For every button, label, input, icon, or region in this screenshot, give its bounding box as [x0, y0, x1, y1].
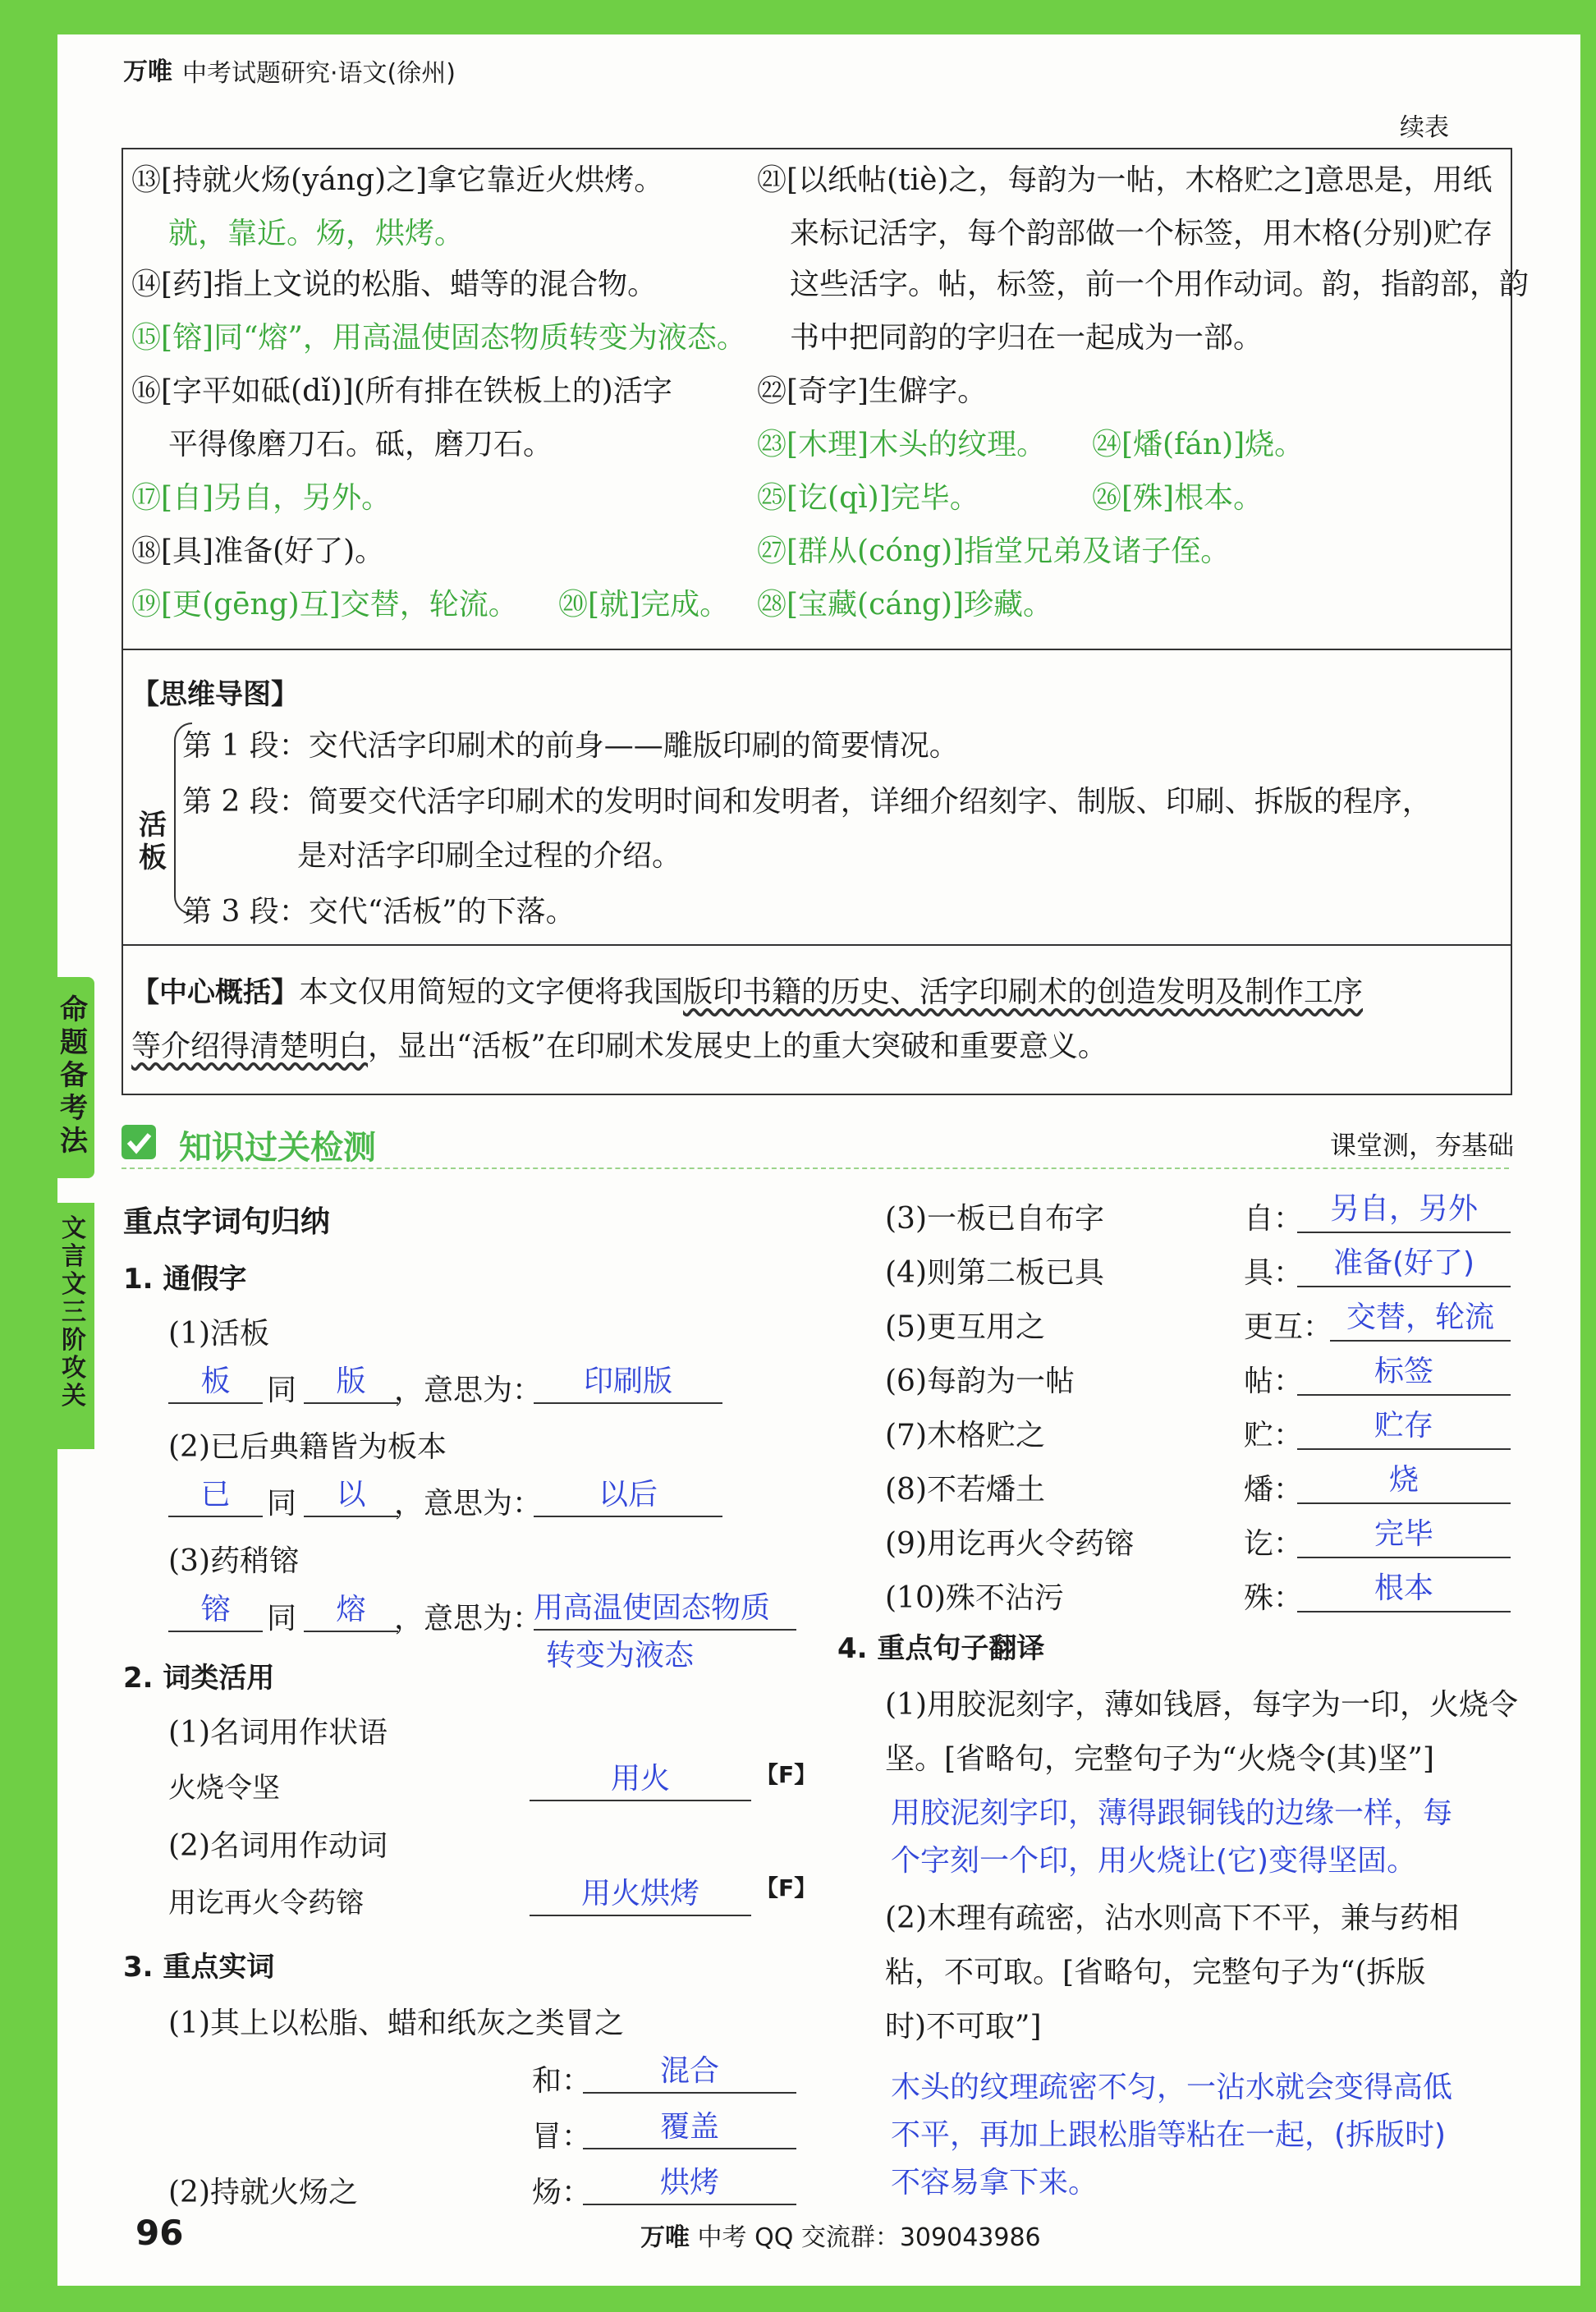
note-13: ⑬[持就火炀(yáng)之]拿它靠近火烘烤。: [131, 163, 664, 197]
footer-text: [640, 2217, 1041, 2253]
blank-line: [1297, 1611, 1511, 1612]
footer-qq: 中考 QQ 交流群：309043986: [697, 2223, 1041, 2252]
section-4-heading: 4. 重点句子翻译: [837, 1632, 1045, 1665]
translation-2-answer-2: 不平，再加上跟松脂等粘在一起，(拆版时): [891, 2118, 1447, 2152]
blank-line: [583, 2148, 796, 2149]
mindmap-para-2: 第 2 段：简要交代活字印刷术的发明时间和发明者，详细介绍刻字、制版、印刷、拆版的程序，: [182, 785, 1432, 819]
summary-label: 【中心概括】: [131, 976, 299, 1009]
usage-1-answer: 用火: [610, 1762, 670, 1796]
same-label: 同: [267, 1374, 297, 1407]
word-7-label: 贮：: [1244, 1419, 1304, 1452]
word-6-label: 帖：: [1244, 1365, 1304, 1398]
blank-line: [583, 2092, 796, 2094]
word-1b-answer: 覆盖: [659, 2110, 719, 2144]
blank-line: [1297, 1286, 1511, 1287]
side-tab-2-text: 文言文三阶攻关: [62, 1214, 86, 1411]
word-5: (5)更互用之: [885, 1310, 1045, 1344]
note-16-cont: 平得像磨刀石。砥，磨刀石。: [168, 428, 553, 461]
item-2: (2)已后典籍皆为板本: [168, 1430, 447, 1464]
item-1-meaning: 印刷版: [583, 1365, 672, 1398]
word-7-answer: 贮存: [1374, 1409, 1433, 1443]
mindmap-para-1: 第 1 段：交代活字印刷术的前身——雕版印刷的简要情况。: [182, 729, 959, 763]
side-tab-1-text: 命题备考法: [60, 993, 88, 1158]
word-10-answer: 根本: [1374, 1571, 1433, 1605]
f-tag: 【F】: [755, 1874, 818, 1901]
word-5-answer: 交替，轮流: [1346, 1300, 1494, 1334]
note-25: ㉕[讫(qì)]完毕。: [757, 481, 979, 515]
blank-line: [583, 2204, 796, 2205]
note-21-cont: 来标记活字，每个韵部做一个标签，用木格(分别)贮存: [790, 217, 1493, 250]
item-3-meaning-1: 用高温使固态物质: [534, 1591, 771, 1625]
note-21-cont2: 这些活字。帖，标签，前一个用作动词。韵，指韵部，韵: [790, 268, 1530, 301]
book-title: 中考试题研究·语文(徐州): [182, 59, 456, 88]
note-28: ㉘[宝藏(cáng)]珍藏。: [757, 588, 1053, 622]
same-label: 同: [267, 1487, 297, 1521]
summary-line-1: [131, 969, 1363, 1011]
note-14: ⑭[药]指上文说的松脂、蜡等的混合物。: [131, 268, 658, 301]
translation-1-answer-2: 个字刻一个印，用火烧让(它)变得坚固。: [891, 1844, 1417, 1878]
blank-line: [1330, 1340, 1511, 1342]
word-8: (8)不若燔土: [885, 1473, 1045, 1507]
continued-label: 续表: [1400, 113, 1449, 142]
summary-wavy-2: 等介绍得清楚明白: [131, 1030, 369, 1063]
note-21: ㉑[以纸帖(tiè)之，每韵为一帖，木格贮之]意思是，用纸: [757, 163, 1493, 197]
usage-2-answer: 用火烘烤: [580, 1877, 699, 1911]
check-icon: [122, 1125, 156, 1159]
section-tag: 课堂测，夯基础: [1330, 1130, 1515, 1161]
word-4-answer: 准备(好了): [1332, 1246, 1475, 1280]
usage-2: (2)名词用作动词: [168, 1829, 388, 1863]
translation-2-answer-1: 木头的纹理疏密不匀，一沾水就会变得高低: [891, 2071, 1453, 2104]
mindmap-para-2-cont: 是对活字印刷全过程的介绍。: [297, 839, 682, 873]
word-1b-label: 冒：: [532, 2120, 592, 2154]
mindmap-para-3: 第 3 段：交代“活板”的下落。: [182, 895, 576, 929]
note-19: ⑲[更(gēng)互]交替，轮流。: [131, 588, 518, 622]
blank-line: [304, 1631, 398, 1632]
word-9: (9)用讫再火令药镕: [885, 1527, 1134, 1561]
word-8-label: 燔：: [1244, 1473, 1304, 1507]
blank-line: [530, 1915, 751, 1916]
blank-line: [168, 1631, 263, 1632]
blank-line: [530, 1800, 751, 1801]
translation-2-cont2: 时)不可取”]: [885, 2010, 1042, 2044]
item-2-meaning: 以后: [598, 1478, 658, 1512]
brand-logo: 万唯: [123, 57, 172, 86]
translation-2-answer-3: 不容易拿下来。: [891, 2166, 1098, 2200]
blank-line: [1297, 1448, 1511, 1450]
summary-wavy-1: 版印书籍的历史、活字印刷术的创造发明及制作工序: [683, 975, 1364, 1009]
word-5-label: 更互：: [1244, 1310, 1333, 1344]
word-3-label: 自：: [1244, 1202, 1304, 1236]
blank-line: [534, 1402, 722, 1404]
item-3: (3)药稍镕: [168, 1544, 299, 1578]
translation-1-answer-1: 用胶泥刻字印，薄得跟铜钱的边缘一样，每: [891, 1796, 1453, 1830]
summary-pre: 本文仅用简短的文字便将我国: [299, 975, 684, 1009]
summary-post: ，显出“活板”在印刷术发展史上的重大突破和重要意义。: [368, 1030, 1108, 1063]
item-1-same: 版: [336, 1365, 366, 1398]
word-10: (10)殊不沾污: [885, 1581, 1064, 1615]
footer-brand: 万唯: [640, 2223, 690, 2252]
same-label: 同: [267, 1602, 297, 1635]
translation-1-cont: 坚。[省略句，完整句子为“火烧令(其)坚”]: [885, 1742, 1434, 1776]
translation-1: (1)用胶泥刻字，薄如钱唇，每字为一印，火烧令: [885, 1688, 1518, 1722]
page-number: 96: [135, 2213, 184, 2253]
divider: [122, 649, 1511, 650]
usage-1: (1)名词用作状语: [168, 1716, 388, 1750]
note-23: ㉓[木理]木头的纹理。: [757, 428, 1047, 461]
blank-line: [168, 1516, 263, 1517]
word-9-answer: 完毕: [1374, 1517, 1433, 1551]
word-10-label: 殊：: [1244, 1581, 1304, 1615]
blank-line: [1297, 1394, 1511, 1396]
item-1: (1)活板: [168, 1317, 269, 1351]
note-24: ㉔[燔(fán)]烧。: [1092, 428, 1305, 461]
note-21-cont3: 书中把同韵的字归在一起成为一部。: [790, 321, 1264, 355]
word-6-answer: 标签: [1374, 1355, 1433, 1388]
blank-line: [168, 1402, 263, 1404]
blank-line: [1297, 1502, 1511, 1504]
note-13-explain: 就，靠近。炀，烘烤。: [168, 217, 465, 250]
item-2-same: 以: [336, 1478, 366, 1512]
word-4: (4)则第二板已具: [885, 1256, 1104, 1290]
word-7: (7)木格贮之: [885, 1419, 1045, 1452]
divider: [122, 944, 1511, 946]
blank-line: [534, 1516, 722, 1517]
word-3: (3)一板已自布字: [885, 1202, 1104, 1236]
f-tag: 【F】: [755, 1761, 818, 1788]
note-15: ⑮[镕]同“熔”，用高温使固态物质转变为液态。: [131, 321, 746, 355]
item-2-char: 已: [200, 1478, 231, 1512]
section-title: 知识过关检测: [179, 1129, 376, 1167]
note-26: ㉖[殊]根本。: [1092, 481, 1264, 515]
summary-line-2: [131, 1023, 1108, 1065]
note-20: ⑳[就]完成。: [558, 588, 730, 622]
blank-line: [1297, 1232, 1511, 1233]
note-18: ⑱[具]准备(好了)。: [131, 534, 385, 568]
word-9-label: 讫：: [1244, 1527, 1304, 1561]
item-3-char: 镕: [200, 1593, 231, 1626]
word-8-answer: 烧: [1388, 1463, 1419, 1497]
usage-1-sentence: 火烧令坚: [168, 1772, 280, 1805]
meaning-label: ，意思为：: [394, 1487, 543, 1521]
section-2-heading: 2. 词类活用: [123, 1662, 275, 1695]
word-1: (1)其上以松脂、蜡和纸灰之类冒之: [168, 2007, 624, 2040]
item-3-meaning-2: 转变为液态: [546, 1639, 695, 1672]
mindmap-root: 活板: [139, 809, 167, 874]
section-1-heading: 1. 通假字: [123, 1263, 247, 1296]
blank-line: [304, 1516, 398, 1517]
item-3-same: 熔: [336, 1593, 366, 1626]
word-3-answer: 另自，另外: [1329, 1192, 1478, 1226]
usage-2-sentence: 用讫再火令药镕: [168, 1887, 364, 1920]
blank-line: [1297, 1557, 1511, 1558]
word-2-label: 炀：: [532, 2176, 592, 2209]
note-16: ⑯[字平如砥(dǐ)](所有排在铁板上的)活字: [131, 374, 672, 408]
meaning-label: ，意思为：: [394, 1374, 543, 1407]
word-1a-label: 和：: [532, 2064, 592, 2098]
note-22: ㉒[奇字]生僻字。: [757, 374, 988, 408]
section-3-heading: 3. 重点实词: [123, 1951, 275, 1984]
mindmap-label: 【思维导图】: [131, 678, 299, 711]
note-17: ⑰[自]另自，另外。: [131, 481, 392, 515]
section-divider: [122, 1167, 1509, 1169]
word-2-answer: 烘烤: [659, 2166, 719, 2200]
word-1a-answer: 混合: [659, 2054, 719, 2088]
translation-2: (2)木理有疏密，沾水则高下不平，兼与药相: [885, 1901, 1459, 1935]
meaning-label: ，意思为：: [394, 1602, 543, 1635]
word-6: (6)每韵为一帖: [885, 1365, 1075, 1398]
item-1-char: 板: [200, 1365, 231, 1398]
word-2: (2)持就火炀之: [168, 2176, 358, 2209]
note-27: ㉗[群从(cóng)]指堂兄弟及诸子侄。: [757, 534, 1231, 568]
translation-2-cont: 粘，不可取。[省略句，完整句子为“(拆版: [885, 1956, 1426, 1989]
blank-line: [304, 1402, 398, 1404]
left-heading: 重点字词句归纳: [123, 1205, 331, 1239]
blank-line: [534, 1629, 796, 1631]
word-4-label: 具：: [1244, 1256, 1304, 1290]
